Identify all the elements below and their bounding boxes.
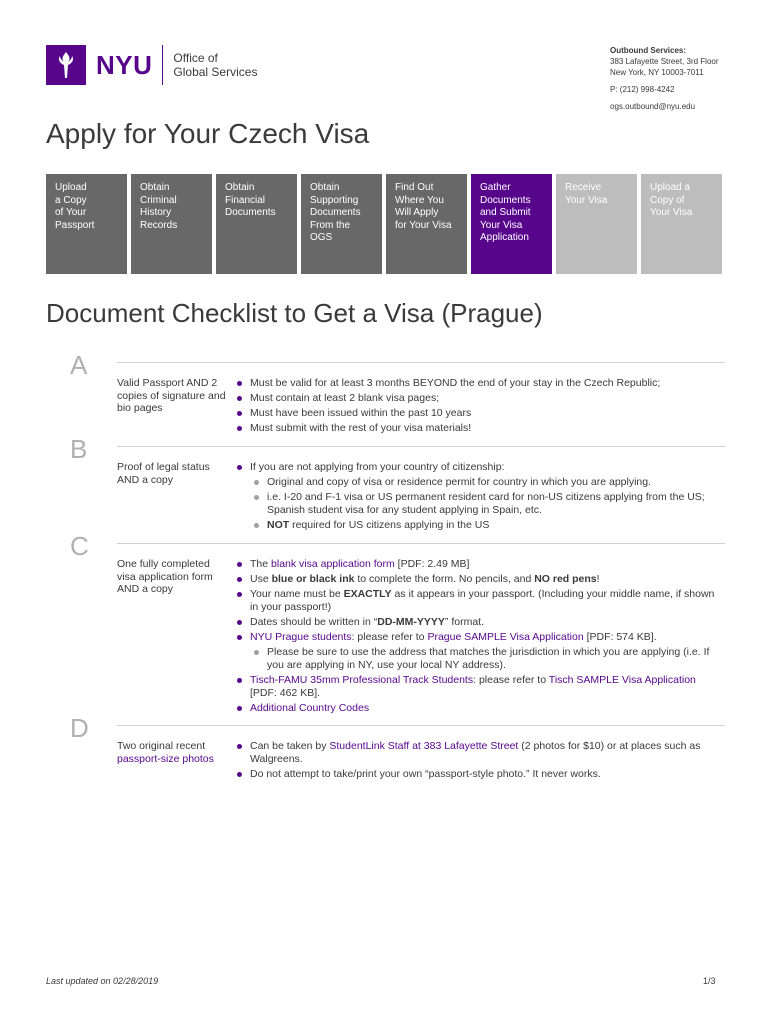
torch-icon (46, 45, 86, 85)
list-item: Dates should be written in “DD-MM-YYYY” format. (235, 616, 725, 629)
nyu-prague-students-link[interactable]: NYU Prague students (250, 631, 352, 643)
contact-title: Outbound Services: (610, 46, 687, 55)
list-item: Must be valid for at least 3 months BEYOND the end of your stay in the Czech Republic; (235, 377, 725, 390)
section-divider (117, 543, 725, 544)
list-item: If you are not applying from your country of citizenship: (235, 461, 725, 474)
step-upload-visa: Upload a Copy of Your Visa (641, 174, 722, 274)
list-item: Must submit with the rest of your visa materials! (235, 422, 725, 435)
list-item: Original and copy of visa or residence permit for country in which you are applying. (252, 476, 725, 489)
step-gather-submit: Gather Documents and Submit Your Visa Application (471, 174, 552, 274)
step-progress (46, 174, 722, 274)
page-title: Apply for Your Czech Visa (46, 118, 370, 149)
logo-wordmark: NYU (96, 49, 153, 80)
list-item: Do not attempt to take/print your own “passport-style photo.” It never works. (235, 768, 725, 781)
list-item: NOT required for US citizens applying in the US (252, 519, 725, 532)
page-number: 1/3 (703, 976, 716, 986)
list-item: Tisch-FAMU 35mm Professional Track Students: please refer to Tisch SAMPLE Visa Application [PDF: 462 KB]. (235, 674, 725, 700)
contact-address-2: New York, NY 10003-7011 (610, 68, 704, 77)
section-a-list (235, 377, 725, 437)
list-item: i.e. I-20 and F-1 visa or US permanent resident card for non-US citizens applying from the US; Spanish student visa for any student applying in Spain, etc. (252, 491, 725, 517)
section-letter-c: C (70, 531, 89, 561)
tisch-sample-link[interactable]: Tisch SAMPLE Visa Application (548, 674, 696, 686)
list-item: Use blue or black ink to complete the form. No pencils, and NO red pens! (235, 573, 725, 586)
section-d-label: Two original recent passport-size photos (117, 740, 214, 765)
step-supporting-documents: Obtain Supporting Documents From the OGS (301, 174, 382, 274)
section-b-label: Proof of legal status AND a copy (117, 461, 210, 486)
step-receive-visa: Receive Your Visa (556, 174, 637, 274)
section-d-list (235, 740, 725, 783)
contact-phone: P: (212) 998-4242 (610, 85, 675, 94)
office-name: Office of Global Services (173, 51, 258, 79)
section-a-label: Valid Passport AND 2 copies of signature and bio pages (117, 377, 226, 414)
list-item: NYU Prague students: please refer to Prague SAMPLE Visa Application [PDF: 574 KB]. (235, 631, 725, 644)
list-item: Must contain at least 2 blank visa pages; (235, 392, 725, 405)
blank-visa-form-link[interactable]: blank visa application form (271, 558, 395, 570)
prague-sample-link[interactable]: Prague SAMPLE Visa Application (427, 631, 584, 643)
section-b-list (235, 461, 725, 534)
logo-divider (162, 45, 163, 85)
section-c-label: One fully completed visa application form AND a copy (117, 558, 213, 595)
section-letter-d: D (70, 713, 89, 743)
tisch-famu-link[interactable]: Tisch-FAMU 35mm Professional Track Students (250, 674, 474, 686)
list-item: Must have been issued within the past 10 years (235, 407, 725, 420)
list-item: Please be sure to use the address that matches the jurisdiction in which you are applying (i.e. If you are applying in NY, use your local NY address). (252, 646, 725, 672)
nyu-logo (46, 45, 257, 85)
contact-address-1: 383 Lafayette Street, 3rd Floor (610, 57, 719, 66)
step-criminal-history: Obtain Criminal History Records (131, 174, 212, 274)
list-item: Your name must be EXACTLY as it appears in your passport. (Including your middle name, if shown in your passport!) (235, 588, 725, 614)
checklist-title: Document Checklist to Get a Visa (Prague) (46, 298, 543, 328)
section-divider (117, 446, 725, 447)
studentlink-staff-link[interactable]: StudentLink Staff at 383 Lafayette Street (329, 740, 519, 752)
passport-size-photos-link[interactable]: passport-size photos (117, 752, 214, 765)
list-item: The blank visa application form [PDF: 2.49 MB] (235, 558, 725, 571)
step-upload-passport: Upload a Copy of Your Passport (46, 174, 127, 274)
list-item (235, 702, 725, 715)
list-item: Can be taken by StudentLink Staff at 383 Lafayette Street (2 photos for $10) or at places such as Walgreens. (235, 740, 725, 766)
section-letter-a: A (70, 350, 88, 380)
contact-email[interactable]: ogs.outbound@nyu.edu (610, 102, 696, 111)
section-divider (117, 725, 725, 726)
section-divider (117, 362, 725, 363)
step-find-where-apply: Find Out Where You Will Apply for Your Visa (386, 174, 467, 274)
step-financial-documents: Obtain Financial Documents (216, 174, 297, 274)
additional-country-codes-link[interactable]: Additional Country Codes (250, 702, 370, 714)
section-letter-b: B (70, 434, 88, 464)
last-updated: Last updated on 02/28/2019 (46, 976, 159, 986)
contact-block (610, 45, 719, 112)
section-c-list (235, 558, 725, 717)
